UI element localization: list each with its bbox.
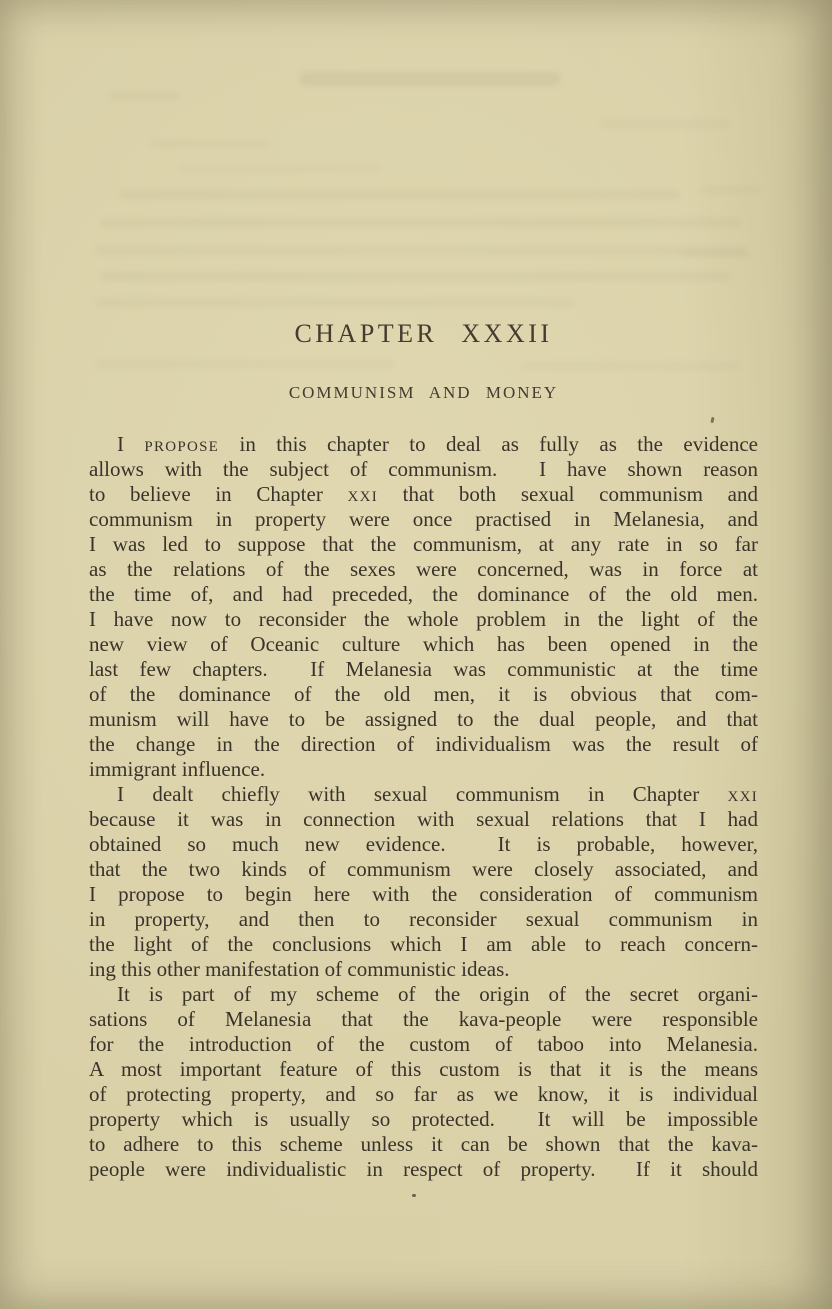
text-line: communism in property were once practised in Melanesia, and xyxy=(89,507,758,531)
text-line: of the dominance of the old men, it is obvious that com- xyxy=(89,682,758,706)
body-text xyxy=(89,432,758,1182)
text-line: of protecting property, and so far as we know, it is individual xyxy=(89,1082,758,1106)
chapter-subheading: COMMUNISM AND MONEY xyxy=(288,383,559,402)
text-line: obtained so much new evidence. It is probable, however, xyxy=(89,832,758,856)
text-line: as the relations of the sexes were concerned, was in force at xyxy=(89,557,758,581)
text-line: I was led to suppose that the communism, at any rate in so far xyxy=(89,532,758,556)
text-line: munism will have to be assigned to the dual people, and that xyxy=(89,707,758,731)
paragraph xyxy=(89,432,758,782)
text-line: It is part of my scheme of the origin of the secret organi- xyxy=(117,982,758,1006)
paragraph xyxy=(89,782,758,982)
text-line: because it was in connection with sexual relations that I had xyxy=(89,807,758,831)
text-line: I propose in this chapter to deal as fully as the evidence xyxy=(117,432,758,456)
small-caps-text: xxi xyxy=(727,782,758,806)
text-line: allows with the subject of communism. I have shown reason xyxy=(89,457,758,481)
text-line: the time of, and had preceded, the dominance of the old men. xyxy=(89,582,758,606)
paragraph xyxy=(89,982,758,1182)
text-line: I propose to begin here with the consideration of communism xyxy=(89,882,758,906)
text-line: last few chapters. If Melanesia was communistic at the time xyxy=(89,657,758,681)
small-caps-text: xxi xyxy=(347,482,378,506)
text-line: that the two kinds of communism were closely associated, and xyxy=(89,857,758,881)
text-line: I dealt chiefly with sexual communism in Chapter xxi xyxy=(117,782,758,806)
text-line: new view of Oceanic culture which has been opened in the xyxy=(89,632,758,656)
text-line: A most important feature of this custom is that it is the means xyxy=(89,1057,758,1081)
text-line: sations of Melanesia that the kava-people were responsible xyxy=(89,1007,758,1031)
text-line: to adhere to this scheme unless it can be shown that the kava- xyxy=(89,1132,758,1156)
text-line: ing this other manifestation of communistic ideas. xyxy=(89,957,510,981)
text-line: the light of the conclusions which I am able to reach concern- xyxy=(89,932,758,956)
text-line: the change in the direction of individualism was the result of xyxy=(89,732,758,756)
text-line: I have now to reconsider the whole problem in the light of the xyxy=(89,607,758,631)
text-line: for the introduction of the custom of taboo into Melanesia. xyxy=(89,1032,758,1056)
text-line: property which is usually so protected. It will be impossible xyxy=(89,1107,758,1131)
text-line: to believe in Chapter xxi that both sexual communism and xyxy=(89,482,759,506)
scan-speck xyxy=(412,1194,416,1197)
text-line: people were individualistic in respect of property. If it should xyxy=(89,1157,758,1181)
text-line: immigrant influence. xyxy=(89,757,266,781)
small-caps-text: propose xyxy=(144,432,220,456)
chapter-heading: CHAPTER XXXII xyxy=(294,319,553,348)
text-line: in property, and then to reconsider sexual communism in xyxy=(89,907,758,931)
